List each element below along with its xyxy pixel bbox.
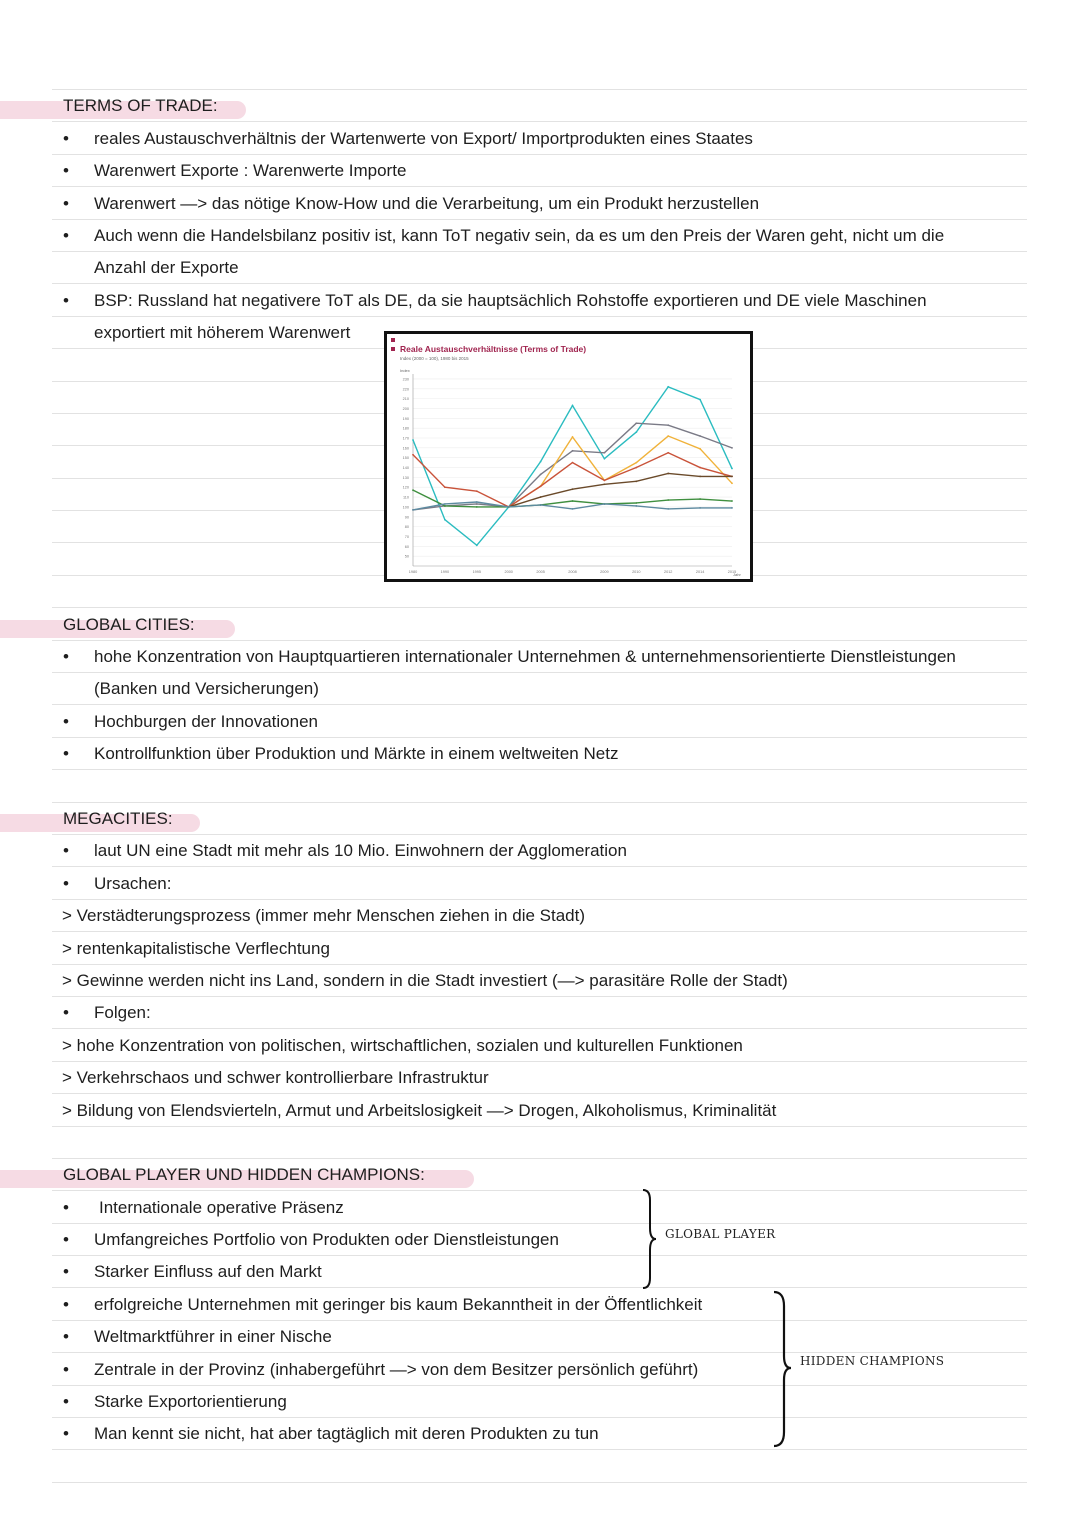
y-tick-label: 180 bbox=[402, 426, 409, 431]
bullet-icon: • bbox=[63, 193, 69, 213]
data-point bbox=[699, 467, 701, 469]
brace-global-player-icon bbox=[640, 1188, 660, 1290]
bullet-icon: • bbox=[63, 1327, 69, 1347]
x-tick-label: 1995 bbox=[472, 570, 482, 574]
bullet-icon: • bbox=[63, 647, 69, 667]
note-line bbox=[52, 867, 1027, 899]
y-tick-label: 80 bbox=[404, 525, 409, 530]
ruled-notes bbox=[52, 89, 1027, 1483]
data-point bbox=[635, 480, 637, 482]
data-point bbox=[667, 508, 669, 510]
data-point bbox=[635, 502, 637, 504]
note-line bbox=[52, 1321, 1027, 1353]
data-point bbox=[572, 405, 574, 407]
series-line bbox=[509, 473, 732, 506]
note-line bbox=[52, 1256, 1027, 1288]
note-line bbox=[52, 1062, 1027, 1094]
data-point bbox=[667, 452, 669, 454]
data-point bbox=[540, 461, 542, 463]
data-point bbox=[476, 503, 478, 505]
x-tick-label: 2008 bbox=[568, 570, 577, 574]
y-tick-label: 220 bbox=[402, 387, 409, 392]
data-point bbox=[635, 505, 637, 507]
bullet-icon: • bbox=[63, 161, 69, 181]
data-point bbox=[699, 498, 701, 500]
data-point bbox=[572, 500, 574, 502]
note-line bbox=[52, 900, 1027, 932]
line-text: Warenwert —> das nötige Know-How und die Verarbeitung, um ein Produkt herzustellen bbox=[94, 193, 760, 213]
line-text: Starke Exportorientierung bbox=[94, 1392, 287, 1412]
blank-line bbox=[52, 1127, 1027, 1159]
series-line bbox=[413, 387, 732, 546]
section-heading bbox=[52, 90, 1027, 122]
line-text: Ursachen: bbox=[94, 873, 172, 893]
bullet-icon: • bbox=[63, 1359, 69, 1379]
note-line bbox=[52, 122, 1027, 154]
line-text: Starker Einfluss auf den Markt bbox=[94, 1262, 322, 1282]
data-point bbox=[635, 431, 637, 433]
note-line bbox=[52, 932, 1027, 964]
chart-ylabel: Index bbox=[400, 368, 410, 373]
global-player-label: GLOBAL PLAYER bbox=[665, 1227, 776, 1241]
line-text: > Verstädterungsprozess (immer mehr Menschen ziehen in die Stadt) bbox=[62, 906, 585, 926]
line-text: laut UN eine Stadt mit mehr als 10 Mio. Einwohnern der Agglomeration bbox=[94, 841, 627, 861]
data-point bbox=[635, 467, 637, 469]
y-tick-label: 200 bbox=[402, 406, 409, 411]
x-tick-label: 2012 bbox=[663, 570, 673, 574]
y-tick-label: 140 bbox=[402, 466, 409, 471]
data-point bbox=[699, 476, 701, 478]
data-point bbox=[476, 506, 478, 508]
bullet-icon: • bbox=[63, 1197, 69, 1217]
line-text: Man kennt sie nicht, hat aber tagtäglich mit deren Produkten zu tun bbox=[94, 1424, 599, 1444]
line-text: Zentrale in der Provinz (inhabergeführt —> von dem Besitzer persönlich geführt) bbox=[94, 1359, 699, 1379]
note-line bbox=[52, 187, 1027, 219]
data-point bbox=[540, 485, 542, 487]
line-text: exportiert mit höherem Warenwert bbox=[94, 323, 351, 343]
y-tick-label: 170 bbox=[402, 436, 409, 441]
section-heading bbox=[52, 608, 1027, 640]
data-point bbox=[412, 439, 414, 441]
line-text: TERMS OF TRADE: bbox=[63, 96, 218, 116]
x-tick-label: 2014 bbox=[695, 570, 705, 574]
x-tick-label: 1980 bbox=[408, 570, 418, 574]
y-tick-label: 150 bbox=[402, 456, 409, 461]
bullet-icon: • bbox=[63, 1392, 69, 1412]
line-text: BSP: Russland hat negativere ToT als DE, da sie hauptsächlich Rohstoffe exportieren und DE viele Maschinen bbox=[94, 290, 927, 310]
data-point bbox=[667, 435, 669, 437]
data-point bbox=[508, 506, 510, 508]
note-line bbox=[52, 1191, 1027, 1223]
x-tick-label: 2005 bbox=[536, 570, 545, 574]
data-point bbox=[444, 503, 446, 505]
y-tick-label: 90 bbox=[404, 515, 409, 520]
bullet-icon: • bbox=[63, 1424, 69, 1444]
data-point bbox=[412, 489, 414, 491]
hidden-champions-label: HIDDEN CHAMPIONS bbox=[800, 1354, 945, 1368]
bullet-icon: • bbox=[63, 711, 69, 731]
bullet-icon: • bbox=[63, 1294, 69, 1314]
note-line bbox=[52, 284, 1027, 316]
x-tick-label: 2010 bbox=[632, 570, 641, 574]
data-point bbox=[572, 488, 574, 490]
line-text: > hohe Konzentration von politischen, wirtschaftlichen, sozialen und kulturellen Funktionen bbox=[62, 1035, 743, 1055]
note-line bbox=[52, 705, 1027, 737]
line-text: MEGACITIES: bbox=[63, 808, 173, 828]
data-point bbox=[604, 452, 606, 454]
note-line bbox=[52, 1386, 1027, 1418]
data-point bbox=[604, 479, 606, 481]
data-point bbox=[604, 503, 606, 505]
data-point bbox=[444, 519, 446, 521]
data-point bbox=[572, 508, 574, 510]
note-line bbox=[52, 1029, 1027, 1061]
data-point bbox=[572, 462, 574, 464]
line-text: erfolgreiche Unternehmen mit geringer bis kaum Bekanntheit in der Öffentlichkeit bbox=[94, 1294, 703, 1314]
note-line bbox=[52, 155, 1027, 187]
note-line bbox=[52, 835, 1027, 867]
data-point bbox=[699, 507, 701, 509]
note-line bbox=[52, 1224, 1027, 1256]
line-text: Folgen: bbox=[94, 1003, 151, 1023]
y-tick-label: 130 bbox=[402, 475, 409, 480]
note-line bbox=[52, 997, 1027, 1029]
line-text: Internationale operative Präsenz bbox=[99, 1197, 344, 1217]
section-heading bbox=[52, 1159, 1027, 1191]
line-text: GLOBAL CITIES: bbox=[63, 614, 195, 634]
chart-subtitle: Index (2000 = 100), 1980 bis 2015 bbox=[400, 356, 469, 361]
y-tick-label: 160 bbox=[402, 446, 409, 451]
y-tick-label: 190 bbox=[402, 416, 409, 421]
line-text: hohe Konzentration von Hauptquartieren internationaler Unternehmen & unternehmensorientierte Dienstleistungen bbox=[94, 647, 956, 667]
data-point bbox=[540, 504, 542, 506]
bullet-icon: • bbox=[63, 841, 69, 861]
data-point bbox=[476, 501, 478, 503]
note-line bbox=[52, 673, 1027, 705]
data-point bbox=[540, 496, 542, 498]
y-tick-label: 230 bbox=[402, 377, 409, 382]
bullet-icon: • bbox=[63, 290, 69, 310]
data-point bbox=[476, 490, 478, 492]
data-point bbox=[731, 507, 733, 509]
data-point bbox=[412, 454, 414, 456]
bullet-icon: • bbox=[63, 744, 69, 764]
chart-marker-icon bbox=[391, 338, 395, 342]
y-tick-label: 50 bbox=[404, 554, 409, 559]
line-text: Kontrollfunktion über Produktion und Märkte in einem weltweiten Netz bbox=[94, 744, 619, 764]
y-tick-label: 100 bbox=[402, 505, 409, 510]
chart-title: Reale Austauschverhältnisse (Terms of Trade) bbox=[400, 344, 587, 354]
blank-line bbox=[52, 1450, 1027, 1482]
note-line bbox=[52, 641, 1027, 673]
x-tick-label: 1990 bbox=[440, 570, 450, 574]
x-tick-label: 2009 bbox=[600, 570, 609, 574]
x-tick-label: 2000 bbox=[504, 570, 513, 574]
terms-of-trade-chart bbox=[384, 331, 753, 582]
line-text: > rentenkapitalistische Verflechtung bbox=[62, 938, 330, 958]
data-point bbox=[731, 476, 733, 478]
data-point bbox=[635, 422, 637, 424]
data-point bbox=[667, 424, 669, 426]
line-text: GLOBAL PLAYER UND HIDDEN CHAMPIONS: bbox=[63, 1165, 425, 1185]
data-point bbox=[635, 462, 637, 464]
note-line bbox=[52, 1094, 1027, 1126]
data-point bbox=[667, 499, 669, 501]
bullet-icon: • bbox=[63, 1003, 69, 1023]
note-line bbox=[52, 1288, 1027, 1320]
blank-line bbox=[52, 770, 1027, 802]
chart-marker-icon bbox=[391, 347, 395, 351]
line-text: > Bildung von Elendsvierteln, Armut und Arbeitslosigkeit —> Drogen, Alkoholismus, Kriminalität bbox=[62, 1100, 777, 1120]
line-text: (Banken und Versicherungen) bbox=[94, 679, 319, 699]
note-line bbox=[52, 1418, 1027, 1450]
data-point bbox=[667, 386, 669, 388]
data-point bbox=[476, 544, 478, 546]
data-point bbox=[604, 483, 606, 485]
brace-hidden-champions-icon bbox=[770, 1290, 794, 1450]
line-text: > Verkehrschaos und schwer kontrollierbare Infrastruktur bbox=[62, 1068, 489, 1088]
line-text: > Gewinne werden nicht ins Land, sondern in die Stadt investiert (—> parasitäre Rolle der Stadt) bbox=[62, 970, 788, 990]
series-line bbox=[413, 453, 732, 507]
line-text: Anzahl der Exporte bbox=[94, 258, 239, 278]
note-line bbox=[52, 738, 1027, 770]
data-point bbox=[667, 473, 669, 475]
data-point bbox=[731, 482, 733, 484]
note-line bbox=[52, 965, 1027, 997]
data-point bbox=[699, 435, 701, 437]
x-tick-label: 2015 bbox=[727, 570, 737, 574]
line-text: Umfangreiches Portfolio von Produkten oder Dienstleistungen bbox=[94, 1230, 559, 1250]
bullet-icon: • bbox=[63, 873, 69, 893]
note-line bbox=[52, 252, 1027, 284]
section-heading bbox=[52, 803, 1027, 835]
line-text: Warenwert Exporte : Warenwerte Importe bbox=[94, 161, 407, 181]
data-point bbox=[604, 458, 606, 460]
line-text: Hochburgen der Innovationen bbox=[94, 711, 318, 731]
note-line bbox=[52, 220, 1027, 252]
bullet-icon: • bbox=[63, 225, 69, 245]
chart-xlabel: Jahr bbox=[733, 572, 741, 577]
bullet-icon: • bbox=[63, 128, 69, 148]
data-point bbox=[444, 486, 446, 488]
data-point bbox=[731, 447, 733, 449]
bullet-icon: • bbox=[63, 1230, 69, 1250]
data-point bbox=[412, 509, 414, 511]
data-point bbox=[572, 436, 574, 438]
y-tick-label: 60 bbox=[404, 544, 409, 549]
data-point bbox=[540, 474, 542, 476]
y-tick-label: 210 bbox=[402, 397, 409, 402]
data-point bbox=[699, 448, 701, 450]
y-tick-label: 110 bbox=[402, 495, 409, 500]
data-point bbox=[731, 500, 733, 502]
data-point bbox=[699, 399, 701, 401]
bullet-icon: • bbox=[63, 1262, 69, 1282]
data-point bbox=[731, 468, 733, 470]
data-point bbox=[572, 450, 574, 452]
data-point bbox=[444, 505, 446, 507]
line-text: Auch wenn die Handelsbilanz positiv ist, kann ToT negativ sein, da es um den Preis der Waren geht, nicht um die bbox=[94, 225, 945, 245]
line-text: Weltmarktführer in einer Nische bbox=[94, 1327, 332, 1347]
y-tick-label: 120 bbox=[402, 485, 409, 490]
line-text: reales Austauschverhältnis der Wartenwerte von Export/ Importprodukten eines Staates bbox=[94, 128, 753, 148]
y-tick-label: 70 bbox=[404, 534, 409, 539]
